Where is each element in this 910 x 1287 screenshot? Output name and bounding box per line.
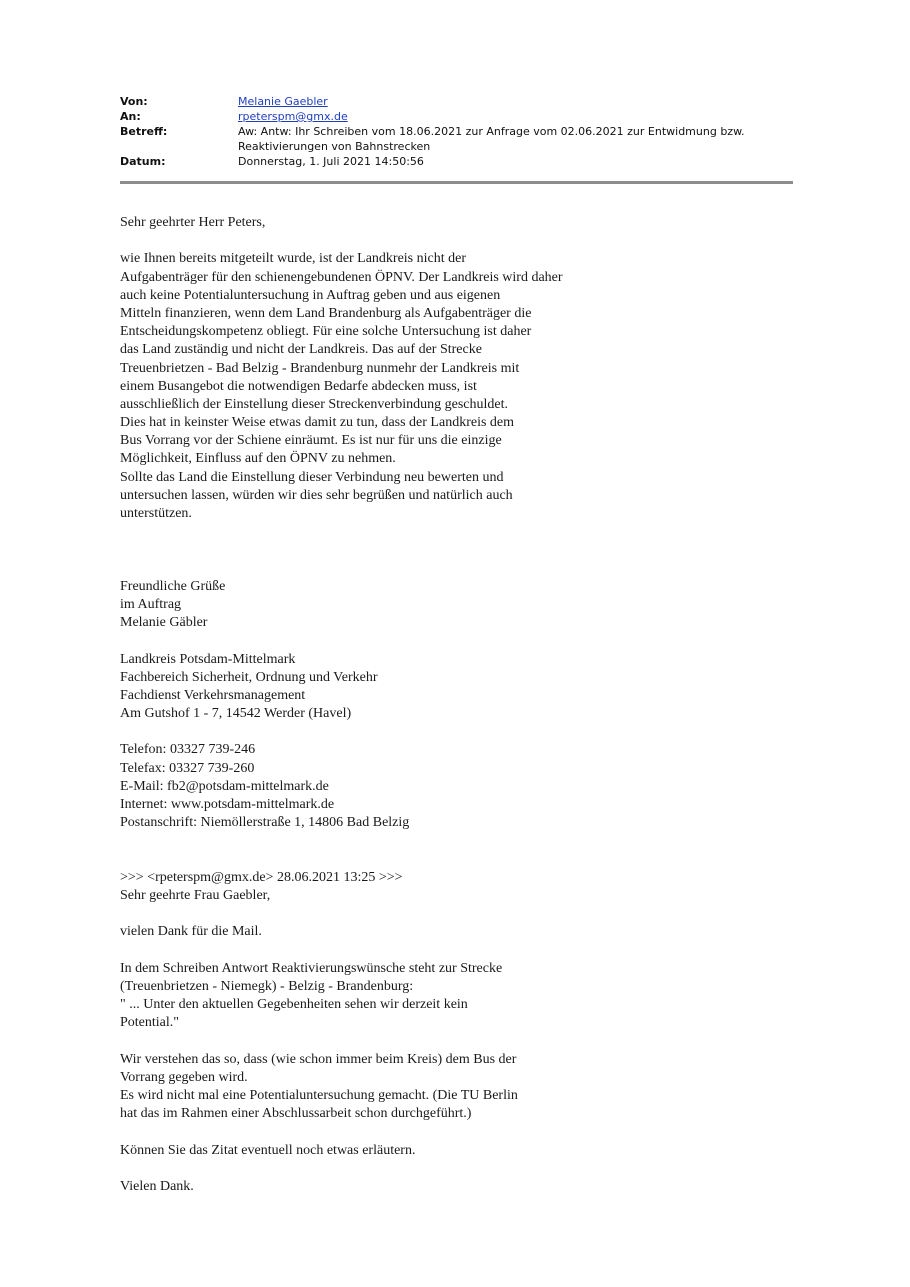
body-line: Potential.": [120, 1015, 179, 1031]
body-line: unterstützen.: [120, 506, 192, 521]
recipient-link[interactable]: rpeterspm@gmx.de: [238, 110, 348, 123]
header-row-to: [120, 109, 793, 124]
body-line: Telefax: 03327 739-260: [120, 760, 255, 776]
body-line: im Auftrag: [120, 596, 182, 612]
body-line: " ... Unter den aktuellen Gegebenheiten sehen wir derzeit kein: [120, 997, 468, 1013]
email-body: [120, 214, 640, 1196]
body-line: ausschließlich der Einstellung dieser Streckenverbindung geschuldet.: [120, 396, 509, 412]
body-line: Fachbereich Sicherheit, Ordnung und Verkehr: [120, 669, 378, 685]
to-label: An:: [120, 110, 141, 123]
body-line: Vielen Dank.: [120, 1178, 194, 1194]
body-line: Können Sie das Zitat eventuell noch etwas erläutern.: [120, 1142, 416, 1158]
body-line: In dem Schreiben Antwort Reaktivierungswünsche steht zur Strecke: [120, 960, 503, 976]
body-line: >>> <rpeterspm@gmx.de> 28.06.2021 13:25 >>>: [120, 869, 403, 885]
body-line: untersuchen lassen, würden wir dies sehr begrüßen und natürlich auch: [120, 487, 513, 503]
from-label: Von:: [120, 95, 148, 108]
body-line: [120, 560, 640, 578]
header-row-date: [120, 154, 793, 169]
body-line: [120, 1032, 640, 1050]
body-line: wie Ihnen bereits mitgeteilt wurde, ist der Landkreis nicht der: [120, 251, 467, 267]
body-line: Entscheidungskompetenz obliegt. Für eine solche Untersuchung ist daher: [120, 324, 532, 340]
body-line: (Treuenbrietzen - Niemegk) - Belzig - Brandenburg:: [120, 978, 414, 994]
body-line: vielen Dank für die Mail.: [120, 924, 262, 940]
body-line: Sollte das Land die Einstellung dieser Verbindung neu bewerten und: [120, 469, 504, 485]
body-line: [120, 523, 640, 541]
body-line: Dies hat in keinster Weise etwas damit zu tun, dass der Landkreis dem: [120, 415, 515, 431]
body-line: E-Mail: fb2@potsdam-mittelmark.de: [120, 778, 329, 794]
body-line: Postanschrift: Niemöllerstraße 1, 14806 Bad Belzig: [120, 815, 410, 831]
header-row-subject: [120, 124, 793, 154]
body-line: Mitteln finanzieren, wenn dem Land Brandenburg als Aufgabenträger die: [120, 305, 532, 321]
body-line: Sehr geehrter Herr Peters,: [120, 215, 266, 230]
email-header: [120, 94, 793, 169]
body-line: das Land zuständig und nicht der Landkreis. Das auf der Strecke: [120, 342, 482, 358]
body-line: Vorrang gegeben wird.: [120, 1069, 248, 1085]
body-line: Melanie Gäbler: [120, 615, 208, 631]
body-line: einem Busangebot die notwendigen Bedarfe abdecken muss, ist: [120, 378, 477, 394]
body-line: Freundliche Grüße: [120, 578, 226, 594]
body-line: [120, 942, 640, 960]
body-line: Es wird nicht mal eine Potentialuntersuchung gemacht. (Die TU Berlin: [120, 1088, 518, 1103]
body-line: [120, 832, 640, 850]
body-line: [120, 905, 640, 923]
body-line: Internet: www.potsdam-mittelmark.de: [120, 797, 335, 812]
header-divider: [120, 181, 793, 184]
body-line: [120, 851, 640, 869]
date-value: Donnerstag, 1. Juli 2021 14:50:56: [238, 155, 424, 168]
body-line: [120, 723, 640, 741]
subject-label: Betreff:: [120, 125, 168, 138]
body-line: Landkreis Potsdam-Mittelmark: [120, 651, 296, 667]
body-line: [120, 632, 640, 650]
sender-link[interactable]: Melanie Gaebler: [238, 95, 328, 108]
body-line: [120, 1123, 640, 1141]
body-line: [120, 541, 640, 559]
date-label: Datum:: [120, 155, 166, 168]
body-line: Aufgabenträger für den schienengebundenen ÖPNV. Der Landkreis wird daher: [120, 269, 563, 285]
body-line: Wir verstehen das so, dass (wie schon immer beim Kreis) dem Bus der: [120, 1051, 517, 1067]
body-line: Am Gutshof 1 - 7, 14542 Werder (Havel): [120, 706, 352, 722]
body-line: Fachdienst Verkehrsmanagement: [120, 687, 306, 703]
body-line: Sehr geehrte Frau Gaebler,: [120, 887, 271, 903]
header-row-from: [120, 94, 793, 109]
body-line: [120, 1160, 640, 1178]
body-line: Treuenbrietzen - Bad Belzig - Brandenburg nunmehr der Landkreis mit: [120, 360, 520, 376]
body-line: Telefon: 03327 739-246: [120, 742, 256, 758]
body-line: Möglichkeit, Einfluss auf den ÖPNV zu nehmen.: [120, 451, 396, 467]
body-line: Bus Vorrang vor der Schiene einräumt. Es ist nur für uns die einzige: [120, 433, 502, 449]
body-line: hat das im Rahmen einer Abschlussarbeit schon durchgeführt.): [120, 1106, 472, 1122]
body-line: auch keine Potentialuntersuchung in Auftrag geben und aus eigenen: [120, 287, 501, 303]
subject-value: Aw: Antw: Ihr Schreiben vom 18.06.2021 zur Anfrage vom 02.06.2021 zur Entwidmung bzw. Reaktivierungen von Bahnstrecken: [238, 125, 745, 153]
body-line: [120, 232, 640, 250]
